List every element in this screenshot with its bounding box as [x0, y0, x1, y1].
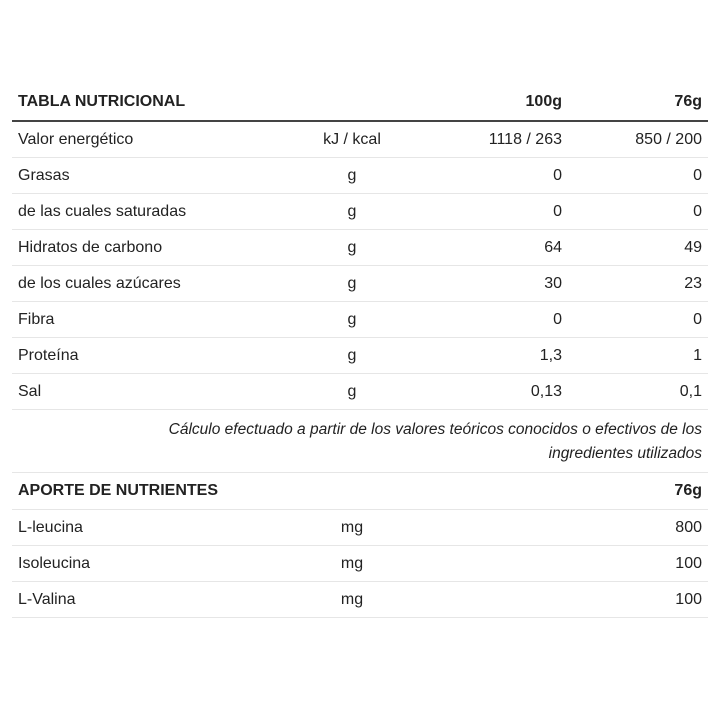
- value-76g: 850 / 200: [635, 131, 702, 148]
- table-row: [12, 122, 708, 158]
- nutrient-unit: g: [347, 239, 357, 256]
- value-76g: 800: [675, 519, 702, 536]
- nutrient-unit: g: [347, 311, 357, 328]
- table-row: [12, 510, 708, 546]
- nutrient-name: Sal: [18, 383, 42, 400]
- nutrient-unit: g: [347, 167, 357, 184]
- value-100g: 0,13: [530, 383, 562, 400]
- table-row: [12, 158, 708, 194]
- nutrition-header-row: [12, 84, 708, 122]
- nutrient-unit: g: [347, 275, 357, 292]
- value-76g: 1: [693, 347, 702, 364]
- nutrient-unit: g: [347, 347, 357, 364]
- value-100g: 1,3: [539, 347, 562, 364]
- nutrient-name: Hidratos de carbono: [18, 239, 163, 256]
- table-row: [12, 302, 708, 338]
- nutrient-name: L-leucina: [18, 519, 83, 536]
- aporte-title: APORTE DE NUTRIENTES: [18, 482, 219, 499]
- nutrient-name: L-Valina: [18, 591, 76, 608]
- column-header-76g: 76g: [674, 93, 702, 110]
- value-76g: 49: [684, 239, 702, 256]
- value-76g: 0: [693, 167, 702, 184]
- value-100g: 0: [553, 167, 562, 184]
- nutrient-name: Proteína: [18, 347, 79, 364]
- table-row: [12, 374, 708, 410]
- table-row: [12, 546, 708, 582]
- value-76g: 100: [675, 591, 702, 608]
- column-header-76g: 76g: [674, 482, 702, 499]
- value-100g: 0: [553, 311, 562, 328]
- nutrient-name: de los cuales azúcares: [18, 275, 181, 292]
- nutrient-name: Isoleucina: [18, 555, 91, 572]
- value-76g: 100: [675, 555, 702, 572]
- value-76g: 0: [693, 311, 702, 328]
- nutrient-unit: g: [347, 203, 357, 220]
- table-row: [12, 230, 708, 266]
- calculation-note: Cálculo efectuado a partir de los valores teóricos conocidos o efectivos de los ingredientes utilizados: [12, 410, 708, 473]
- value-100g: 30: [544, 275, 562, 292]
- nutrient-name: Fibra: [18, 311, 55, 328]
- table-row: [12, 194, 708, 230]
- value-100g: 0: [553, 203, 562, 220]
- value-76g: 0: [693, 203, 702, 220]
- nutrient-unit: mg: [340, 591, 364, 608]
- value-100g: 1118 / 263: [488, 131, 562, 148]
- nutrition-title: TABLA NUTRICIONAL: [18, 93, 186, 110]
- value-100g: 64: [544, 239, 562, 256]
- nutrition-table: [12, 84, 708, 618]
- nutrient-unit: kJ / kcal: [323, 131, 381, 148]
- nutrient-unit: mg: [340, 519, 364, 536]
- table-row: [12, 582, 708, 618]
- nutrient-name: Valor energético: [18, 131, 134, 148]
- table-row: [12, 266, 708, 302]
- nutrient-unit: mg: [340, 555, 364, 572]
- value-76g: 23: [684, 275, 702, 292]
- aporte-header-row: [12, 473, 708, 510]
- nutrient-name: de las cuales saturadas: [18, 203, 187, 220]
- column-header-100g: 100g: [525, 93, 562, 110]
- table-row: [12, 338, 708, 374]
- value-76g: 0,1: [679, 383, 702, 400]
- nutrient-unit: g: [347, 383, 357, 400]
- nutrient-name: Grasas: [18, 167, 70, 184]
